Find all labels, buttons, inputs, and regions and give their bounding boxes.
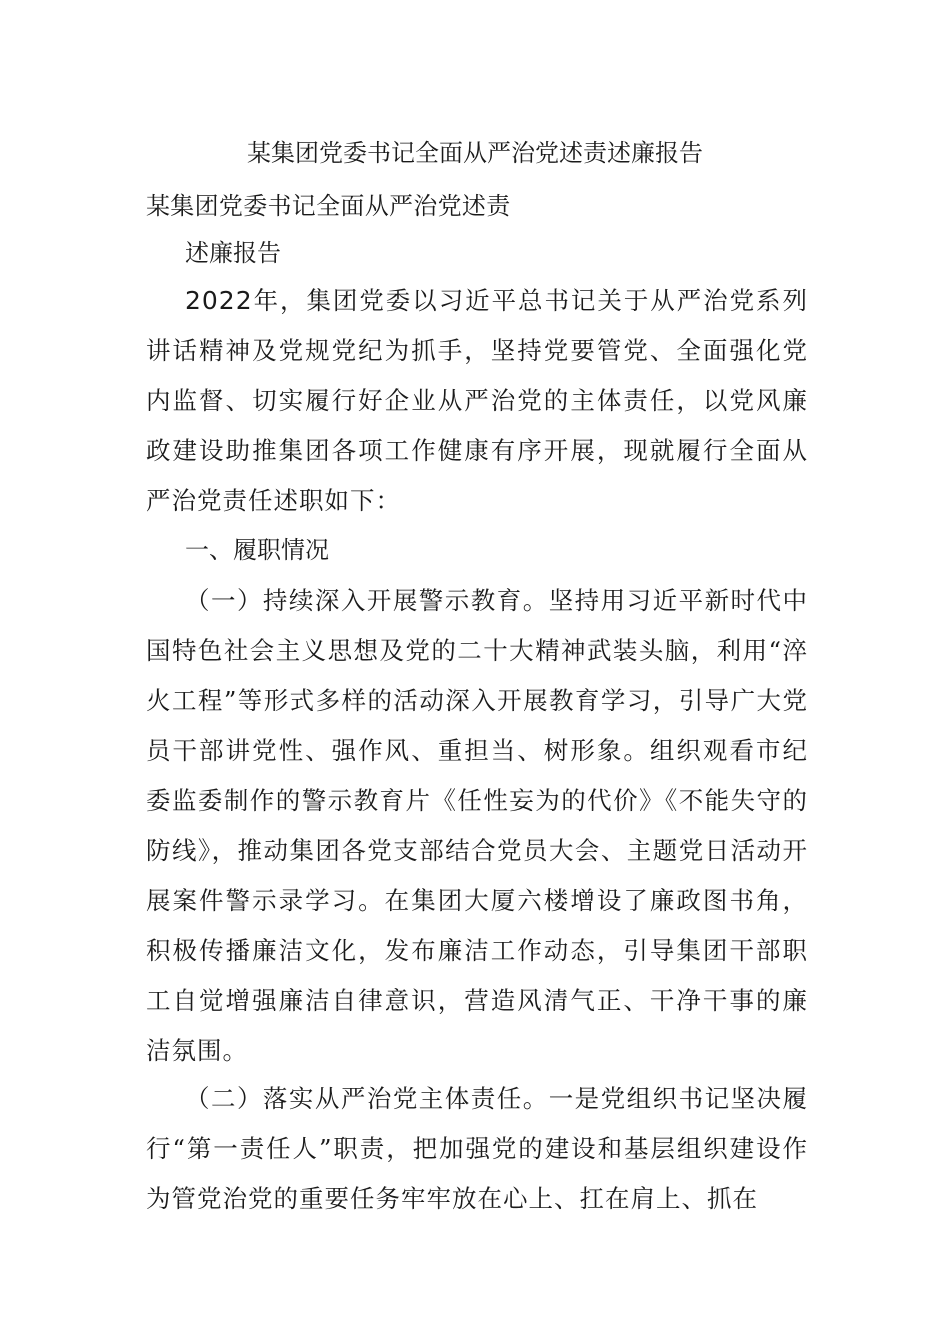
body-paragraph-1: （一）持续深入开展警示教育。坚持用习近平新时代中国特色社会主义思想及党的二十大精神武装头脑，利用“淬火工程”等形式多样的活动深入开展教育学习，引导广大党员干部讲党性、强作风、重担当、树形象。组织观看市纪委监委制作的警示教育片《任性妄为的代价》《不能失守的防线》，推动集团各党支部结合党员大会、主题党日活动开展案件警示录学习。在集团大厦六楼增设了廉政图书角，积极传播廉洁文化，发布廉洁工作动态，引导集团干部职工自觉增强廉洁自律意识，营造风清气正、干净干事的廉洁氛围。 — [146, 586, 808, 1065]
subtitle-line-2: 述廉报告 — [185, 239, 281, 267]
section-heading: 一、履职情况 — [185, 536, 329, 564]
document-title: 某集团党委书记全面从严治党述责述廉报告 — [247, 139, 703, 167]
intro-paragraph — [146, 276, 808, 526]
intro-year: 2022 — [185, 286, 253, 315]
subtitle-line-1: 某集团党委书记全面从严治党述责 — [146, 192, 511, 220]
body-paragraph-2: （二）落实从严治党主体责任。一是党组织书记坚决履行“第一责任人”职责，把加强党的建设和基层组织建设作为管党治党的重要任务牢牢放在心上、扛在肩上、抓在 — [146, 1084, 808, 1213]
intro-text: 年，集团党委以习近平总书记关于从严治党系列讲话精神及党规党纪为抓手，坚持党要管党、全面强化党内监督、切实履行好企业从严治党的主体责任，以党风廉政建设助推集团各项工作健康有序开展，现就履行全面从严治党责任述职如下： — [146, 286, 808, 515]
